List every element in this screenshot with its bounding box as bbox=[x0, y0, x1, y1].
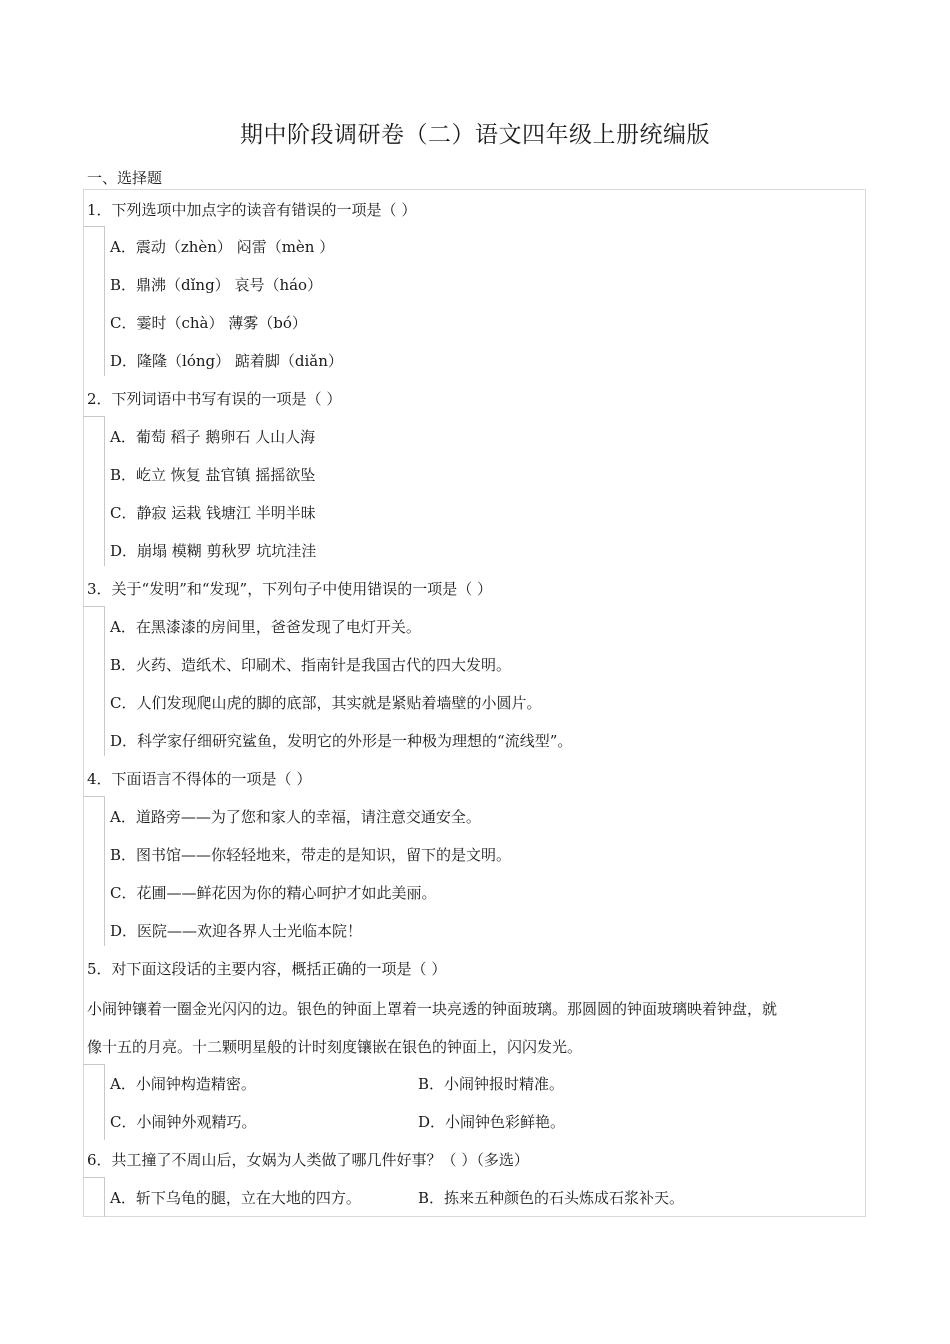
question-3-stem: 3．关于“发明”和“发现”，下列句子中使用错误的一项是（ ） bbox=[87, 580, 492, 598]
question-1-option-c[interactable]: C．霎时（chà） 薄雾（bó） bbox=[110, 314, 307, 332]
question-1-option-b[interactable]: B．鼎沸（dǐng） 哀号（háo） bbox=[110, 276, 323, 294]
question-5-option-a[interactable]: A．小闹钟构造精密。 bbox=[110, 1075, 256, 1093]
page-title: 期中阶段调研卷（二）语文四年级上册统编版 bbox=[240, 122, 710, 148]
question-5-option-c[interactable]: C．小闹钟外观精巧。 bbox=[110, 1113, 257, 1131]
section-heading: 一、选择题 bbox=[87, 169, 163, 187]
options-bracket bbox=[83, 416, 105, 566]
question-2-option-c[interactable]: C．静寂 运栽 钱塘江 半明半昧 bbox=[110, 504, 316, 522]
options-bracket bbox=[83, 1064, 105, 1140]
options-bracket bbox=[83, 226, 105, 376]
question-2-option-d[interactable]: D．崩塌 模糊 剪秋罗 坑坑洼洼 bbox=[110, 542, 317, 560]
options-bracket bbox=[83, 1177, 105, 1217]
question-3-option-c[interactable]: C．人们发现爬山虎的脚的底部，其实就是紧贴着墙壁的小圆片。 bbox=[110, 694, 542, 712]
question-3-option-d[interactable]: D．科学家仔细研究鲨鱼，发明它的外形是一种极为理想的“流线型”。 bbox=[110, 732, 573, 750]
question-5-stem: 5．对下面这段话的主要内容，概括正确的一项是（ ） bbox=[87, 960, 447, 978]
question-4-stem: 4．下面语言不得体的一项是（ ） bbox=[87, 770, 312, 788]
question-6-option-a[interactable]: A．斩下乌龟的腿，立在大地的四方。 bbox=[110, 1189, 361, 1207]
question-3-option-b[interactable]: B．火药、造纸术、印刷术、指南针是我国古代的四大发明。 bbox=[110, 656, 512, 674]
question-2-stem: 2．下列词语中书写有误的一项是（ ） bbox=[87, 390, 342, 408]
question-6-stem: 6．共工撞了不周山后，女娲为人类做了哪几件好事？（ ）（多选） bbox=[87, 1151, 529, 1169]
question-5-passage-line: 小闹钟镶着一圈金光闪闪的边。银色的钟面上罩着一块亮透的钟面玻璃。那圆圆的钟面玻璃映着钟盘，就 bbox=[87, 1000, 778, 1018]
question-5-option-b[interactable]: B．小闹钟报时精准。 bbox=[418, 1075, 565, 1093]
question-4-option-a[interactable]: A．道路旁——为了您和家人的幸福，请注意交通安全。 bbox=[110, 808, 481, 826]
question-4-option-b[interactable]: B．图书馆——你轻轻地来，带走的是知识，留下的是文明。 bbox=[110, 846, 512, 864]
question-2-option-b[interactable]: B．屹立 恢复 盐官镇 摇摇欲坠 bbox=[110, 466, 316, 484]
question-5-passage-line: 像十五的月亮。十二颗明星般的计时刻度镶嵌在银色的钟面上，闪闪发光。 bbox=[87, 1038, 583, 1056]
options-bracket bbox=[83, 796, 105, 946]
question-1-stem: 1．下列选项中加点字的读音有错误的一项是（ ） bbox=[87, 201, 417, 219]
question-5-option-d[interactable]: D．小闹钟色彩鲜艳。 bbox=[418, 1113, 566, 1131]
question-2-option-a[interactable]: A．葡萄 稻子 鹅卵石 人山人海 bbox=[110, 428, 316, 446]
question-1-option-a[interactable]: A．震动（zhèn） 闷雷（mèn ） bbox=[110, 238, 335, 256]
question-4-option-d[interactable]: D．医院——欢迎各界人士光临本院！ bbox=[110, 922, 363, 940]
options-bracket bbox=[83, 606, 105, 756]
question-3-option-a[interactable]: A．在黑漆漆的房间里，爸爸发现了电灯开关。 bbox=[110, 618, 421, 636]
question-1-option-d[interactable]: D．隆隆（lóng） 踮着脚（diǎn） bbox=[110, 352, 343, 370]
question-6-option-b[interactable]: B．拣来五种颜色的石头炼成石浆补天。 bbox=[418, 1189, 685, 1207]
question-4-option-c[interactable]: C．花圃——鲜花因为你的精心呵护才如此美丽。 bbox=[110, 884, 437, 902]
